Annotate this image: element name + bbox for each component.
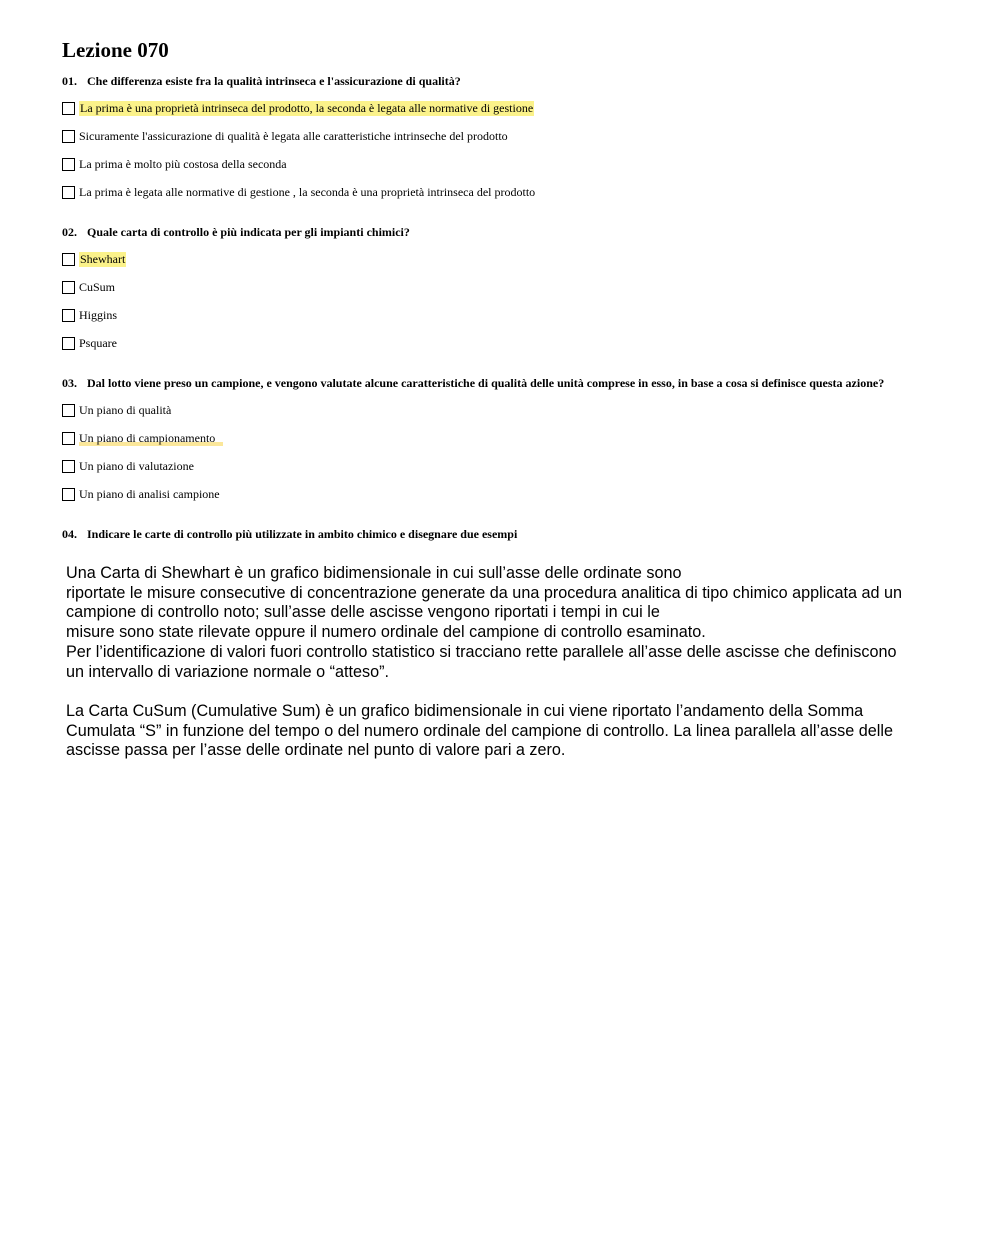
option-label-highlighted: Un piano di campionamento	[79, 431, 223, 446]
page-title: Lezione 070	[62, 38, 169, 62]
checkbox[interactable]	[62, 102, 75, 115]
option-q02-a[interactable]	[62, 251, 126, 267]
option-q03-c[interactable]	[62, 458, 194, 474]
checkbox[interactable]	[62, 488, 75, 501]
checkbox[interactable]	[62, 158, 75, 171]
option-label-highlighted: La prima è una proprietà intrinseca del prodotto, la seconda è legata alle normative di gestione	[80, 100, 534, 115]
question-04	[62, 527, 517, 542]
option-label: Psquare	[79, 335, 117, 350]
checkbox[interactable]	[62, 404, 75, 417]
answer-line: misure sono state rilevate oppure il numero ordinale del campione di controllo esaminato.	[66, 623, 706, 642]
answer-line: campione di controllo noto; sull’asse delle ascisse vengono riportati i tempi in cui le	[66, 603, 660, 622]
option-label: La prima è molto più costosa della seconda	[79, 156, 287, 171]
question-number: 02.	[62, 225, 77, 239]
question-01	[62, 74, 461, 89]
answer-line: Per l’identificazione di valori fuori controllo statistico si tracciano rette parallele all’asse delle ascisse che definiscono	[66, 642, 897, 661]
option-label: Un piano di valutazione	[79, 458, 194, 473]
checkbox[interactable]	[62, 309, 75, 322]
answer-line: un intervallo di variazione normale o “atteso”.	[66, 662, 390, 681]
option-q03-b[interactable]	[62, 430, 223, 446]
option-q02-c[interactable]	[62, 307, 117, 323]
option-label: Higgins	[79, 307, 118, 322]
option-q03-a[interactable]	[62, 402, 171, 418]
question-text: Indicare le carte di controllo più utilizzate in ambito chimico e disegnare due esempi	[87, 527, 518, 541]
checkbox[interactable]	[62, 281, 75, 294]
option-label-highlighted: Shewhart	[80, 251, 126, 266]
question-02	[62, 225, 410, 240]
checkbox[interactable]	[62, 432, 75, 445]
answer-line: Una Carta di Shewhart è un grafico bidimensionale in cui sull’asse delle ordinate sono	[66, 564, 682, 582]
question-text: Quale carta di controllo è più indicata per gli impianti chimici?	[87, 225, 410, 239]
paragraph-gap	[66, 682, 986, 702]
question-number: 04.	[62, 527, 77, 541]
question-number: 03.	[62, 376, 77, 390]
option-label: Un piano di analisi campione	[79, 486, 220, 501]
answer-line: riportate le misure consecutive di concentrazione generate da una procedura analitica di tipo chimico applicata ad un	[66, 583, 902, 602]
question-text: Che differenza esiste fra la qualità intrinseca e l'assicurazione di qualità?	[87, 74, 461, 88]
option-q02-b[interactable]	[62, 279, 115, 295]
question-03	[62, 376, 884, 391]
answer-line: La Carta CuSum (Cumulative Sum) è un grafico bidimensionale in cui viene riportato l’andamento della Somma	[66, 701, 864, 720]
option-q03-d[interactable]	[62, 486, 220, 502]
option-label: Sicuramente l'assicurazione di qualità è legata alle caratteristiche intrinseche del prodotto	[79, 128, 508, 143]
checkbox[interactable]	[62, 186, 75, 199]
answer-line: Cumulata “S” in funzione del tempo o del numero ordinale del campione di controllo. La linea parallela all’asse delle	[66, 721, 893, 740]
checkbox[interactable]	[62, 130, 75, 143]
answer-line: ascisse passa per l’asse delle ordinate nel punto di valore pari a zero.	[66, 741, 566, 760]
option-label: La prima è legata alle normative di gestione , la seconda è una proprietà intrinseca del prodotto	[79, 184, 536, 199]
question-text: Dal lotto viene preso un campione, e vengono valutate alcune caratteristiche di qualità delle unità comprese in esso, in base a cosa si definisce questa azione?	[87, 376, 885, 390]
answer-text-block	[66, 564, 986, 761]
option-q01-d[interactable]	[62, 184, 535, 200]
option-label: CuSum	[79, 279, 116, 294]
option-q02-d[interactable]	[62, 335, 117, 351]
option-q01-b[interactable]	[62, 128, 508, 144]
question-number: 01.	[62, 74, 77, 88]
option-label: Un piano di qualità	[79, 402, 172, 417]
checkbox[interactable]	[62, 337, 75, 350]
checkbox[interactable]	[62, 253, 75, 266]
option-q01-a[interactable]	[62, 100, 534, 116]
option-q01-c[interactable]	[62, 156, 287, 172]
checkbox[interactable]	[62, 460, 75, 473]
